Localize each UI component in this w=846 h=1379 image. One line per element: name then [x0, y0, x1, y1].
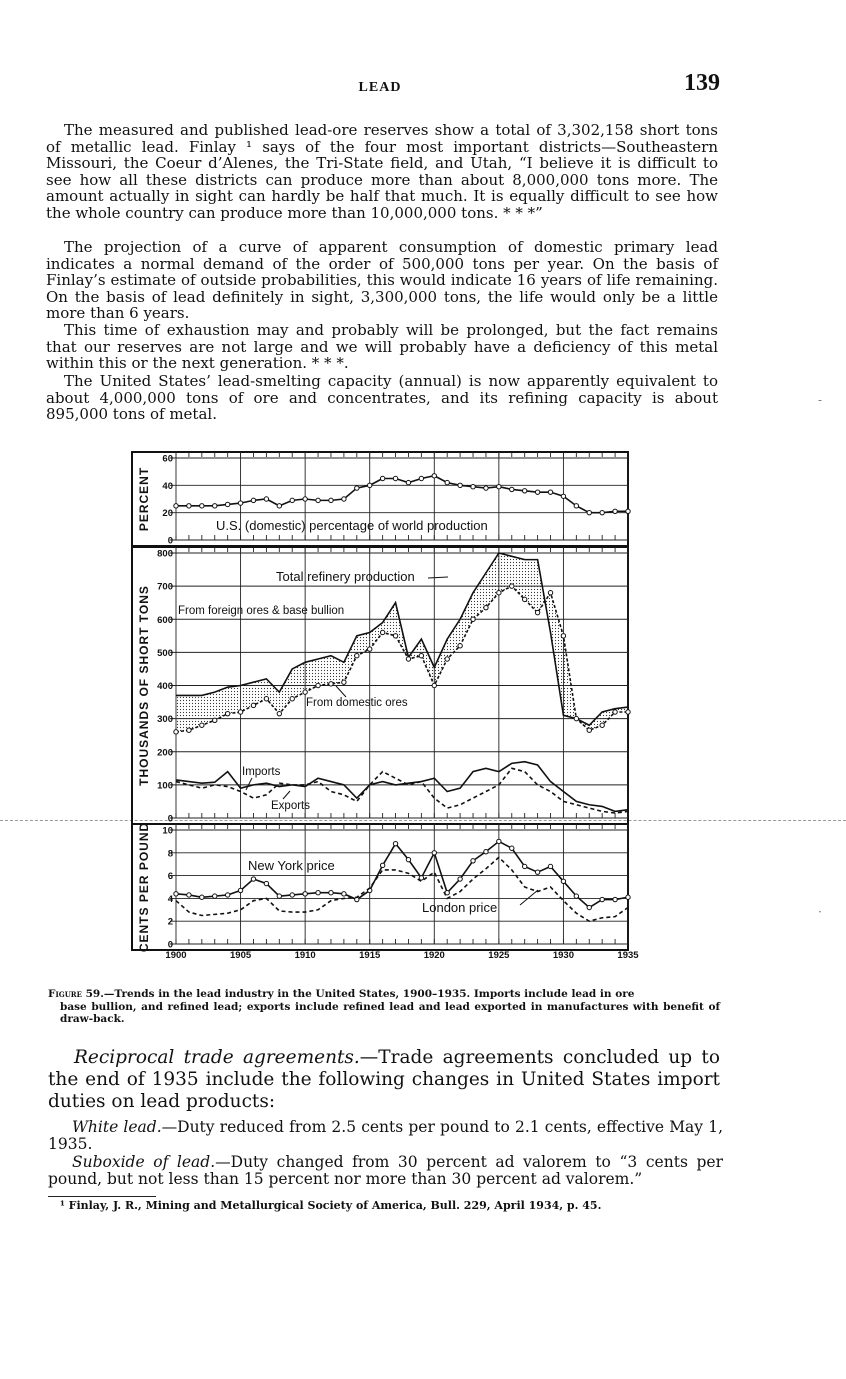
- data-point: [574, 716, 578, 720]
- data-point: [213, 504, 217, 508]
- data-point: [316, 891, 320, 895]
- data-point: [484, 486, 488, 490]
- y-tick-label: 500: [157, 647, 173, 659]
- item-term: White lead.: [72, 1118, 162, 1136]
- y-tick-label: 0: [167, 939, 173, 951]
- y-tick-label: 0: [167, 813, 173, 825]
- paragraph-consumption: The projection of a curve of apparent consumption of domestic primary lead indicates a normal demand of the order of 500,000 tons per year. On the basis of Finlay’s estimate of outside probabilities, this would indicate 16 years of life remaining. On the basis of lead definitely in sight, 3,300,000 tons, the life would only be a little more than 6 years.: [46, 238, 718, 323]
- data-point: [406, 857, 410, 861]
- y-tick-label: 0: [167, 535, 173, 547]
- data-point: [574, 894, 578, 898]
- chart-annotation: From foreign ores & base bullion: [178, 605, 345, 617]
- y-tick-label: 60: [162, 453, 173, 465]
- data-point: [587, 905, 591, 909]
- annotation-arrow: [428, 577, 448, 578]
- data-point: [445, 657, 449, 661]
- data-point: [174, 504, 178, 508]
- annotation-arrow: [336, 686, 346, 697]
- data-point: [368, 483, 372, 487]
- data-point: [290, 893, 294, 897]
- y-axis-label: PERCENT: [137, 466, 151, 532]
- data-point: [561, 634, 565, 638]
- item-white-lead: [48, 1119, 723, 1153]
- data-point: [510, 846, 514, 850]
- y-tick-label: 4: [167, 893, 173, 905]
- series-line: [176, 476, 628, 513]
- data-point: [316, 683, 320, 687]
- data-point: [432, 683, 436, 687]
- data-point: [303, 690, 307, 694]
- year-axis: [165, 950, 639, 961]
- data-point: [406, 480, 410, 484]
- section-paragraph: [48, 1047, 720, 1113]
- data-point: [587, 728, 591, 732]
- y-tick-label: 2: [167, 916, 173, 928]
- data-point: [277, 504, 281, 508]
- data-point: [238, 710, 242, 714]
- paragraph-reserves: The measured and published lead-ore reserves show a total of 3,302,158 short tons of metallic lead. Finlay ¹ says of the four most important districts—Southeastern Missouri, the Coeur d’Alenes, the Tri-State field, and Utah, “I believe it is difficult to see how all these districts can produce more than about 8,000,000 tons more. The amount actually in sight can hardly be half that much. It is equally difficult to see how the whole country can produce more than 10,000,000 tons. * * *”: [46, 121, 718, 222]
- data-point: [626, 895, 630, 899]
- y-tick-label: 400: [157, 681, 173, 692]
- data-point: [225, 711, 229, 715]
- figure-caption: [48, 988, 720, 1026]
- data-point: [225, 893, 229, 897]
- section-title: Reciprocal trade agreements.: [74, 1047, 360, 1068]
- y-tick-label: 700: [157, 581, 173, 593]
- data-point: [458, 644, 462, 648]
- data-point: [174, 892, 178, 896]
- running-header: LEAD: [358, 80, 402, 95]
- data-point: [380, 630, 384, 634]
- data-point: [316, 498, 320, 502]
- item-term: Suboxide of lead.: [72, 1153, 216, 1171]
- data-point: [213, 894, 217, 898]
- data-point: [548, 591, 552, 595]
- data-point: [251, 877, 255, 881]
- data-point: [484, 605, 488, 609]
- data-point: [342, 497, 346, 501]
- paragraph-capacity: The United States’ lead-smelting capacity (annual) is now apparently equivalent to about 4,000,000 tons of ore and concentrates, and its refining capacity is about 895,000 tons of metal.: [46, 372, 718, 424]
- data-point: [535, 490, 539, 494]
- data-point: [613, 897, 617, 901]
- annotation-arrow: [283, 791, 290, 799]
- data-point: [393, 841, 397, 845]
- y-tick-label: 600: [157, 614, 173, 626]
- data-point: [277, 711, 281, 715]
- data-point: [238, 888, 242, 892]
- data-point: [510, 487, 514, 491]
- data-point: [277, 894, 281, 898]
- data-point: [458, 877, 462, 881]
- data-point: [613, 509, 617, 513]
- edge-mark: ·: [818, 905, 822, 919]
- footnote-rule: [48, 1196, 156, 1197]
- data-point: [368, 647, 372, 651]
- data-point: [561, 494, 565, 498]
- data-point: [342, 680, 346, 684]
- data-point: [419, 653, 423, 657]
- chart-annotation: Total refinery production: [276, 569, 415, 584]
- data-point: [380, 863, 384, 867]
- data-point: [251, 498, 255, 502]
- data-point: [613, 710, 617, 714]
- data-point: [264, 697, 268, 701]
- x-tick-label: 1930: [552, 950, 574, 961]
- data-point: [174, 730, 178, 734]
- data-point: [393, 476, 397, 480]
- item-suboxide: [48, 1154, 723, 1188]
- paragraph-exhaustion: This time of exhaustion may and probably will be prolonged, but the fact remains that our reserves are not large and we will probably have a deficiency of this metal within this or the next generation. * * *.: [46, 321, 718, 373]
- annotation-arrow: [246, 778, 252, 790]
- data-point: [419, 476, 423, 480]
- data-point: [587, 510, 591, 514]
- data-point: [471, 859, 475, 863]
- data-point: [264, 497, 268, 501]
- y-tick-label: 40: [162, 480, 173, 492]
- data-point: [406, 657, 410, 661]
- annotation-arrow: [520, 890, 538, 905]
- data-point: [471, 617, 475, 621]
- data-point: [510, 584, 514, 588]
- data-point: [548, 490, 552, 494]
- chart-annotation: Exports: [271, 800, 310, 812]
- data-point: [329, 891, 333, 895]
- data-point: [303, 892, 307, 896]
- item-text: —Duty changed from 30 percent ad valorem to “3 cents per pound, but not less than 15 percent nor more than 30 percent ad valorem.”: [48, 1153, 723, 1188]
- data-point: [355, 486, 359, 490]
- x-tick-label: 1925: [488, 950, 510, 961]
- data-point: [432, 474, 436, 478]
- data-point: [290, 697, 294, 701]
- caption-first-line: —Trends in the lead industry in the United States, 1900–1935. Imports include lead in ore: [103, 988, 635, 1000]
- footnote: ¹ Finlay, J. R., Mining and Metallurgical Society of America, Bull. 229, April 1934, p. 45.: [60, 1199, 602, 1212]
- data-point: [626, 509, 630, 513]
- y-tick-label: 10: [162, 825, 173, 837]
- y-axis-label: THOUSANDS OF SHORT TONS: [137, 585, 151, 786]
- data-point: [187, 728, 191, 732]
- y-axis-label: CENTS PER POUND: [137, 821, 151, 953]
- y-tick-label: 100: [157, 780, 173, 792]
- y-tick-label: 20: [162, 508, 173, 520]
- data-point: [303, 497, 307, 501]
- x-tick-label: 1915: [359, 950, 381, 961]
- data-point: [522, 864, 526, 868]
- x-tick-label: 1900: [165, 950, 187, 961]
- data-point: [355, 653, 359, 657]
- y-tick-label: 800: [157, 548, 173, 560]
- data-point: [626, 710, 630, 714]
- data-point: [561, 879, 565, 883]
- data-point: [497, 839, 501, 843]
- data-point: [600, 897, 604, 901]
- data-point: [200, 723, 204, 727]
- data-point: [380, 476, 384, 480]
- panel-frame: [132, 821, 628, 953]
- data-point: [600, 510, 604, 514]
- chart-annotation: New York price: [248, 858, 335, 873]
- y-tick-label: 300: [157, 714, 173, 726]
- percent-panel: [132, 452, 630, 547]
- data-point: [522, 489, 526, 493]
- chart-annotation: From domestic ores: [306, 697, 408, 709]
- data-point: [264, 881, 268, 885]
- data-point: [342, 892, 346, 896]
- edge-mark: -: [818, 393, 823, 407]
- chart-annotation: London price: [422, 900, 498, 915]
- data-point: [225, 502, 229, 506]
- data-point: [458, 483, 462, 487]
- data-point: [522, 597, 526, 601]
- data-point: [600, 723, 604, 727]
- data-point: [432, 851, 436, 855]
- data-point: [471, 485, 475, 489]
- data-point: [535, 870, 539, 874]
- data-point: [445, 480, 449, 484]
- data-point: [213, 718, 217, 722]
- y-tick-label: 6: [167, 871, 173, 883]
- section-text: —Trade agreements concluded up to the end of 1935 include the following changes in United States import duties on lead products:: [48, 1047, 720, 1112]
- x-tick-label: 1935: [617, 950, 639, 961]
- data-point: [200, 895, 204, 899]
- chart-annotation: U.S. (domestic) percentage of world production: [216, 518, 488, 533]
- item-text: —Duty reduced from 2.5 cents per pound to 2.1 cents, effective May 1, 1935.: [48, 1118, 723, 1153]
- data-point: [251, 703, 255, 707]
- figure-chart: [128, 450, 639, 965]
- caption-rest: base bullion, and refined lead; exports include refined lead and lead exported in manufactures with benefit of draw-back.: [60, 1000, 720, 1026]
- chart-annotation: Imports: [242, 766, 281, 778]
- data-point: [187, 504, 191, 508]
- data-point: [329, 498, 333, 502]
- page-number: 139: [684, 70, 720, 96]
- data-point: [497, 485, 501, 489]
- data-point: [393, 634, 397, 638]
- data-point: [200, 504, 204, 508]
- x-tick-label: 1905: [230, 950, 252, 961]
- data-point: [484, 849, 488, 853]
- data-point: [329, 682, 333, 686]
- data-point: [497, 591, 501, 595]
- y-tick-label: 8: [167, 848, 173, 860]
- data-point: [548, 864, 552, 868]
- data-point: [238, 501, 242, 505]
- tonnage-panel: [132, 547, 630, 825]
- data-point: [290, 498, 294, 502]
- caption-label: Figure 59.: [48, 988, 104, 1000]
- x-tick-label: 1920: [423, 950, 445, 961]
- data-point: [574, 504, 578, 508]
- y-tick-label: 200: [157, 747, 173, 759]
- x-tick-label: 1910: [294, 950, 316, 961]
- data-point: [187, 893, 191, 897]
- data-point: [535, 610, 539, 614]
- price-panel: [132, 822, 630, 952]
- series-line: [176, 857, 628, 921]
